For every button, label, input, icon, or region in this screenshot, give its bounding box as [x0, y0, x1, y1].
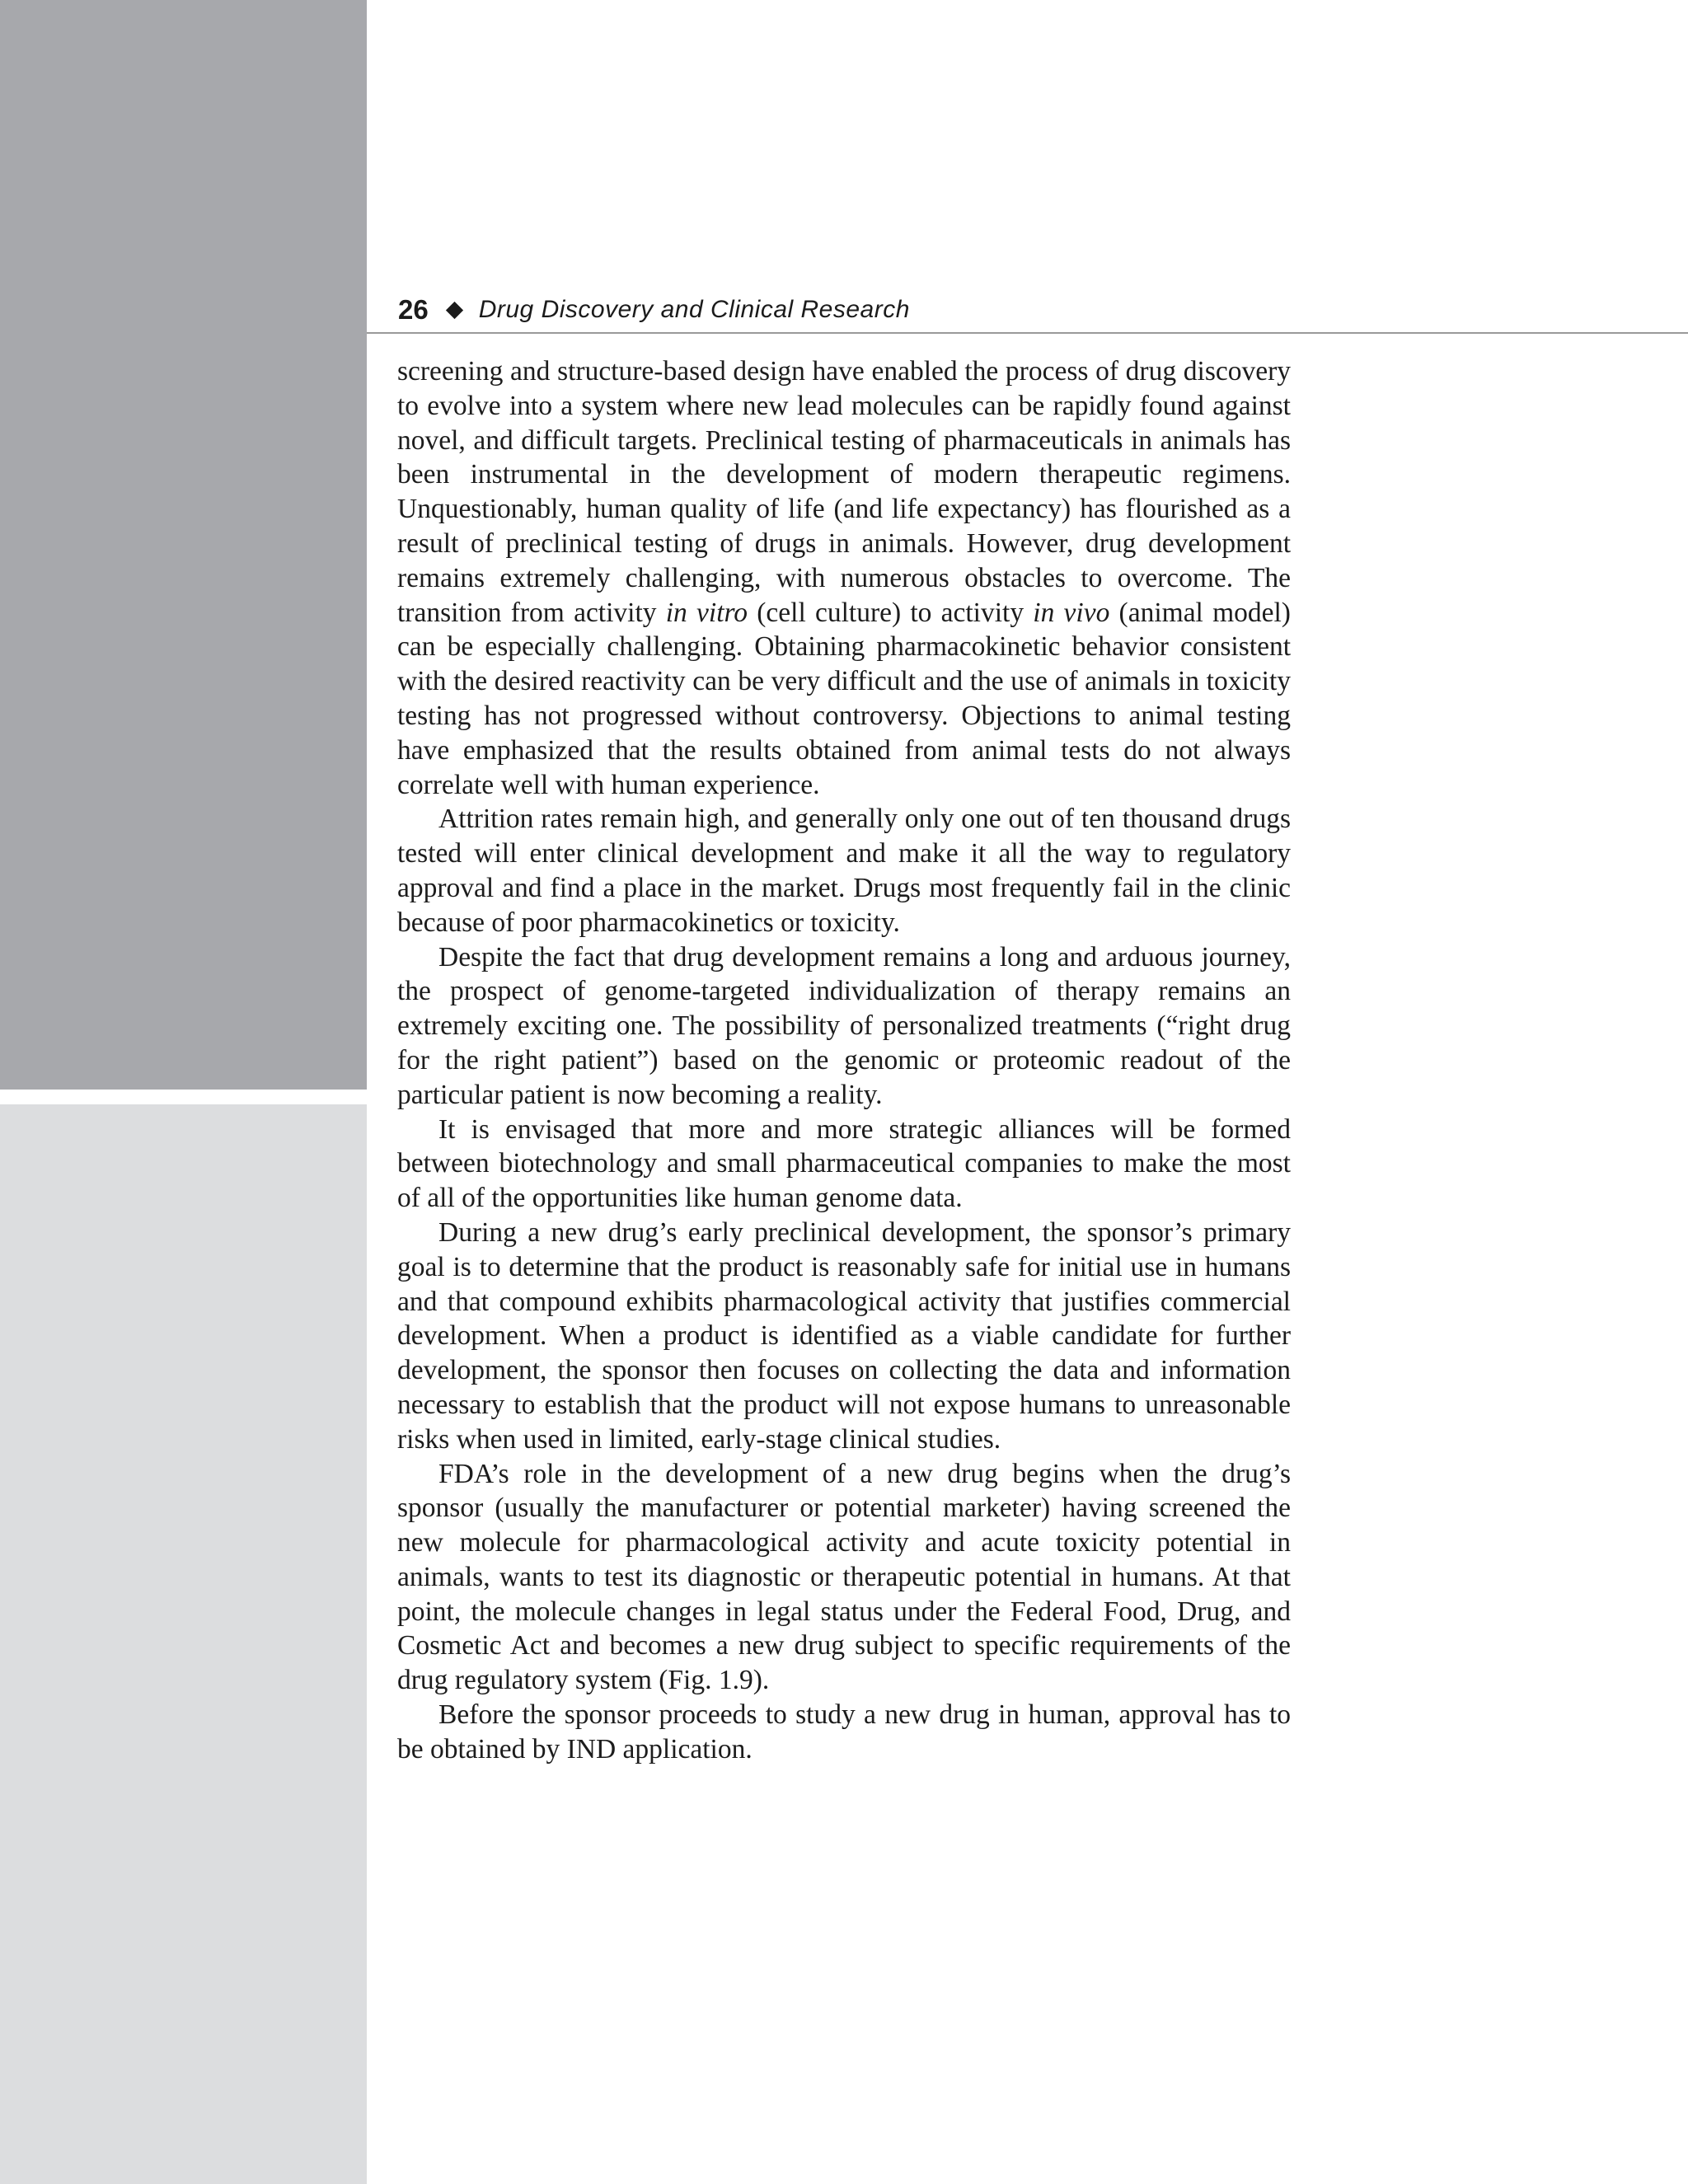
paragraph-text: screening and structure-based design have enabled the process of drug discovery to evolve into a system where new lead molecules can be rapidly found against novel, and difficult targets. Preclinical testing of pharmaceuticals in animals has been instrumental in the development of modern therapeutic regimens. Unquestionably, human quality of life (and life expectancy) has flourished as a result of preclinical testing of drugs in animals. However, drug development remains extremely challenging, with numerous obstacles to overcome. The transition from activity [397, 356, 1291, 628]
paragraph [397, 354, 1291, 802]
sidebar-band-light [0, 1104, 367, 2184]
italic-term: in vivo [1033, 597, 1110, 628]
paragraph-text: (cell culture) to activity [748, 597, 1034, 628]
header-rule [367, 332, 1688, 334]
italic-term: in vitro [665, 597, 748, 628]
page-number: 26 [398, 294, 429, 325]
running-title: Drug Discovery and Clinical Research [478, 296, 910, 323]
diamond-icon [446, 301, 463, 318]
page-header [398, 290, 910, 330]
paragraph: Attrition rates remain high, and generally only one out of ten thousand drugs tested will enter clinical development and make it all the way to regulatory approval and find a place in the market. Drugs most frequently fail in the clinic because of poor pharmacokinetics or toxicity. [397, 804, 1291, 938]
paragraph: It is envisaged that more and more strategic alliances will be formed between biotechnology and small pharmaceutical companies to make the most of all of the opportunities like human genome data. [397, 1113, 1291, 1214]
paragraph: During a new drug’s early preclinical development, the sponsor’s primary goal is to determine that the product is reasonably safe for initial use in humans and that compound exhibits pharmacological activity that justifies commercial development. When a product is identified as a viable candidate for further development, the sponsor then focuses on collecting the data and information necessary to establish that the product will not expose humans to unreasonable risks when used in limited, early-stage clinical studies. [397, 1216, 1291, 1455]
paragraph-text: (animal model) can be especially challenging. Obtaining pharmacokinetic behavior consistent with the desired reactivity can be very difficult and the use of animals in toxicity testing has not progressed without controversy. Objections to animal testing have emphasized that the results obtained from animal tests do not always correlate well with human experience. [397, 597, 1291, 800]
paragraph: Before the sponsor proceeds to study a new drug in human, approval has to be obtained by IND application. [397, 1699, 1291, 1765]
sidebar-band-dark [0, 0, 367, 1090]
paragraph: FDA’s role in the development of a new drug begins when the drug’s sponsor (usually the manufacturer or potential marketer) having screened the new molecule for pharmacological activity and acute toxicity potential in animals, wants to test its diagnostic or therapeutic potential in humans. At that point, the molecule changes in legal status under the Federal Food, Drug, and Cosmetic Act and becomes a new drug subject to specific requirements of the drug regulatory system (Fig. 1.9). [397, 1458, 1291, 1696]
paragraph: Despite the fact that drug development remains a long and arduous journey, the prospect of genome-targeted individualization of therapy remains an extremely exciting one. The possibility of personalized treatments (“right drug for the right patient”) based on the genomic or proteomic readout of the particular patient is now becoming a reality. [397, 941, 1291, 1110]
body-text [397, 354, 1291, 1767]
